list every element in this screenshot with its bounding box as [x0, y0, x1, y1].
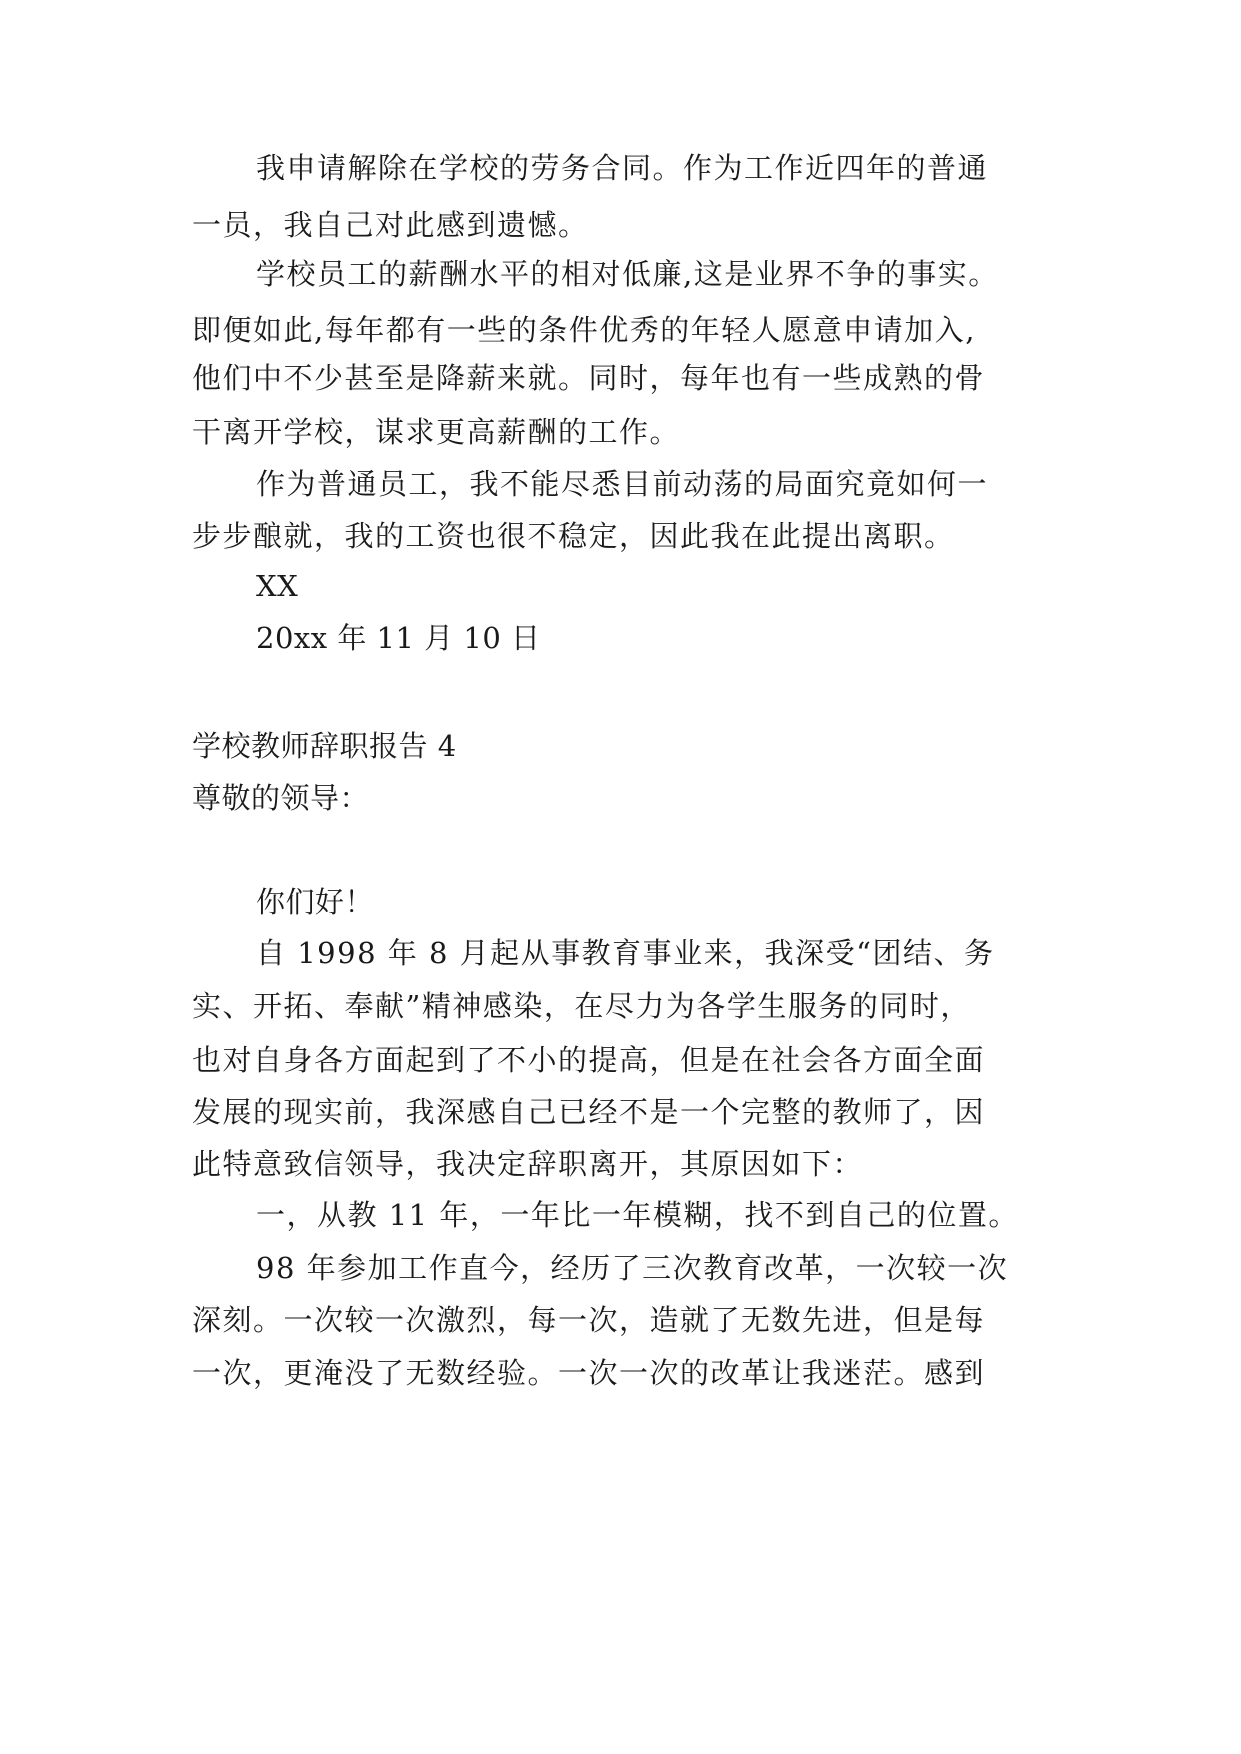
paragraph-line: 即便如此,每年都有一些的条件优秀的年轻人愿意申请加入, — [192, 313, 976, 347]
paragraph-line: 他们中不少甚至是降薪来就。同时，每年也有一些成熟的骨 — [192, 361, 986, 395]
paragraph-line: 作为普通员工，我不能尽悉目前动荡的局面究竟如何一 — [256, 467, 989, 501]
paragraph-line: 98 年参加工作直今，经历了三次教育改革，一次较一次 — [256, 1251, 1009, 1285]
paragraph-line: 自 1998 年 8 月起从事教育事业来，我深受“团结、务 — [256, 936, 995, 970]
paragraph-line: 此特意致信领导，我决定辞职离开，其原因如下： — [192, 1147, 864, 1181]
paragraph-line: 学校员工的薪酬水平的相对低廉,这是业界不争的事实。 — [256, 257, 999, 291]
paragraph-line: 一，从教 11 年，一年比一年模糊，找不到自己的位置。 — [256, 1198, 1019, 1232]
paragraph-line: 也对自身各方面起到了不小的提高，但是在社会各方面全面 — [192, 1043, 986, 1077]
paragraph-line: 实、开拓、奉献”精神感染，在尽力为各学生服务的同时， — [192, 989, 971, 1023]
paragraph-line: 干离开学校，谋求更高薪酬的工作。 — [192, 415, 681, 449]
paragraph-line: 我申请解除在学校的劳务合同。作为工作近四年的普通 — [256, 151, 989, 185]
paragraph-line: 发展的现实前，我深感自己已经不是一个完整的教师了，因 — [192, 1095, 986, 1129]
date: 20xx 年 11 月 10 日 — [256, 621, 541, 655]
greeting: 你们好！ — [256, 885, 375, 919]
paragraph-line: 一次，更淹没了无数经验。一次一次的改革让我迷茫。感到 — [192, 1356, 986, 1390]
salutation: 尊敬的领导： — [192, 781, 370, 815]
paragraph-line: 步步酿就，我的工资也很不稳定，因此我在此提出离职。 — [192, 519, 955, 553]
signature: XX — [256, 569, 299, 603]
section-title: 学校教师辞职报告 4 — [192, 729, 457, 763]
paragraph-line: 一员，我自己对此感到遗憾。 — [192, 208, 589, 242]
paragraph-line: 深刻。一次较一次激烈，每一次，造就了无数先进，但是每 — [192, 1303, 986, 1337]
